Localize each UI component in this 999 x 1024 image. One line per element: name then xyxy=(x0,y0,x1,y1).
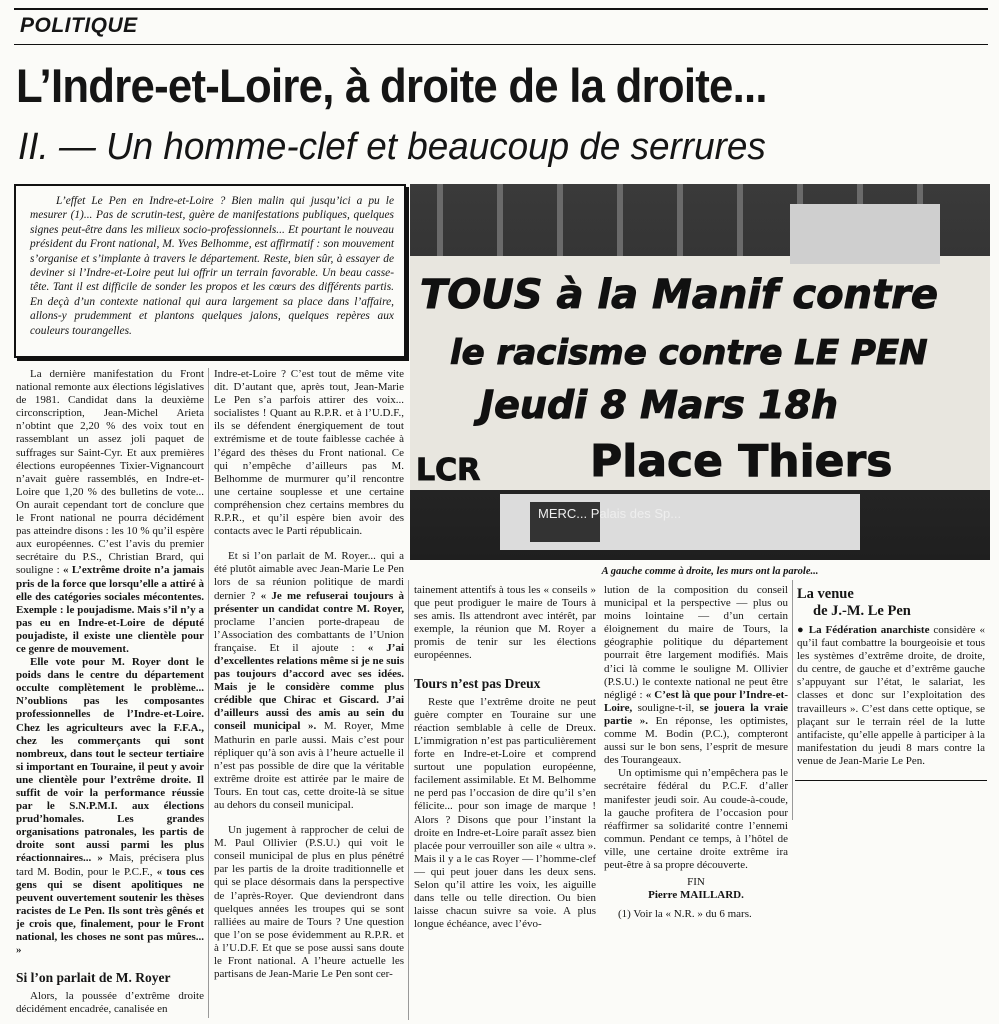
sidebar-title-line-1: La venue xyxy=(797,586,854,602)
paragraph: Alors, la poussée d’extrême droite décidément encadrée, canalisée en xyxy=(16,990,204,1016)
rubric-rule xyxy=(14,44,988,45)
column-divider xyxy=(792,580,793,820)
article-column-3 xyxy=(414,584,596,1020)
paragraph: tainement attentifs à tous les « conseils » que peut prodiguer le maire de Tours à ses amis. Ils attendront avec intérêt, par exemple, la réunion que M. Royer a promis de tenir sur les élections européennes. xyxy=(414,584,596,662)
paragraph: Et si l’on parlait de M. Royer... qui a été plutôt aimable avec Jean-Marie Le Pen lors de sa réunion politique de mardi dernier ? « Je me refuserai toujours à présenter un candidat contre M. Royer, proclame l’ancien porte-drapeau de l’Association des combattants de l’Union française. Et il ajoute : « J’ai d’excellentes relations même si je ne suis pas toujours d’accord avec ses idées. Mais je le considère comme plus crédible que Chirac et Giscard. J’ai d’ailleurs aussi des amis au sein du conseil municipal ». M. Royer, Mme Mathurin en parle aussi. Mais c’est pour répliquer qu’à son avis à l’heure actuelle il n’est pas possible de dire que la véritable extrême droite est attirée par le maire de Tours. En tout cas, cette droite-là se situe au dehors du conseil municipal. xyxy=(214,550,404,811)
banner-line-2: le racisme contre LE PEN xyxy=(450,333,928,373)
article-column-1 xyxy=(16,368,204,1020)
fin-mark: FIN xyxy=(687,876,705,889)
article-column-2 xyxy=(214,368,404,1020)
intro-text: L’effet Le Pen en Indre-et-Loire ? Bien malin qui jusqu’ici a pu le mesurer (1)... Pas de scrutin-test, guère de manifestations publiques, quelques signes peut-être dans les milieux socio-professionnels... Et pourtant le nouveau président du Front national, M. Yves Belhomme, est affirmatif : son mouvement s’organise et s’implante à travers le département. Reste, bien sûr, à essayer de deviner si l’Indre-et-Loire peut lui offrir un terrain favorable. Un beau casse-tête. Tant il est difficile de sonder les propos et les cœurs des différents partis. En deçà d’un contexte national qui aura largement sa place dans l’affaire, allons-y prudemment et plantons quelques jalons, quelques repères aux couleurs tourangelles. xyxy=(30,195,394,337)
sidebar-title xyxy=(797,586,911,620)
column-divider xyxy=(208,368,209,1018)
column-divider xyxy=(408,580,409,1020)
paragraph: ● La Fédération anarchiste considère « qu’il faut combattre la bourgeoisie et tous les systèmes d’extrême droite, de droite, du centre, de gauche et d’extrême gauche s’appuyant sur l’état, le salariat, les classes et donc sur l’exploitation des travailleurs ». C’est dans cette optique, se plaçant sur le terrain réel de la lutte antifaciste, qu’elle appelle à participer à la manifestation du jeudi 8 mars contre la venue de Jean-Marie Le Pen. xyxy=(797,624,985,767)
section-rubric: POLITIQUE xyxy=(20,14,138,37)
article-subheadline: II. — Un homme-clef et beaucoup de serrures xyxy=(18,126,766,168)
poster-text: MERC... Palais des Sp... xyxy=(538,506,682,521)
sidebar-text xyxy=(797,624,985,774)
photo-illustration xyxy=(410,184,990,560)
section-subheading: Tours n’est pas Dreux xyxy=(414,675,541,691)
banner-tag: LCR xyxy=(416,453,481,488)
paragraph: Un optimisme qui n’empêchera pas le secrétaire fédéral du P.C.F. d’aller manifester jeudi soir. Au coude-à-coude, la gauche profitera de l’occasion pour réaffirmer sa solidarité contre l’ennemi commun. Pendant ce temps, à l’hôtel de ville, une certaine droite extrême ira peut-être à sa propre découverte. xyxy=(604,767,788,871)
paragraph: Indre-et-Loire ? C’est tout de même vite dit. D’autant que, après tout, Jean-Marie Le Pen s’a parfois attirer des voix... socialistes ! Quant au R.P.R. et à l’U.D.F., ils se défendent énergiquement de tout extrémisme et de toute faiblesse cachée à l’égard des thèses du Front national. Ce qui n’empêche d’ailleurs pas M. Belhomme de murmurer qu’il rencontre une certaine souplesse et une certaine compréhension chez certains membres du R.P.R., et qu’il espère bien avoir des contacts avec le Parti républicain. xyxy=(214,368,404,538)
banner-line-1: TOUS à la Manif contre xyxy=(420,272,939,318)
paragraph: lution de la composition du conseil municipal et la perspective — plus ou moins lointaine — d’un certain éloignement du maire de Tours, la géographie politique du département pourrait être largement modifiés. Mais d’ici là comme le souligne M. Ollivier (P.S.U.) le contexte national ne peut être négligé : « C’est là que pour l’Indre-et-Loire, souligne-t-il, se jouera la vraie partie ». En réponse, les optimistes, comme M. Bodin (P.C.), compteront aussi sur le bon sens, l’esprit de mesure des Tourangeaux. xyxy=(604,584,788,767)
paragraph: Elle vote pour M. Royer dont le poids dans le centre du département occulte complètement le problème... N’oublions pas les composantes professionnelles de l’Indre-et-Loire. Chez les agriculteurs avec la F.F.A., chez les commerçants qui sont nombreux, dans tout le secteur tertiaire si important en Touraine, il peut y avoir une clientèle pour l’extrême droite. Il suffit de voir la performance réussie par le S.N.P.M.I. aux élections prud’homales. Les grandes organisations patronales, les partis de droite sont aussi parmi les plus réactionnaires... » Mais, précisera plus tard M. Bodin, pour le P.C.F., « tous ces gens qui se disent apolitiques ne peuvent ouvertement soutenir les thèses racistes de Le Pen. Ils sont très gênés et je crois que, finalement, pour le Front national, les choses ne sont pas mûres... » xyxy=(16,656,204,957)
sidebar-bottom-rule xyxy=(795,780,987,781)
author-signature: Pierre MAILLARD. xyxy=(648,889,744,902)
banner-line-3: Jeudi 8 Mars 18h xyxy=(480,383,839,427)
banner-line-4: Place Thiers xyxy=(590,436,893,487)
paragraph: Reste que l’extrême droite ne peut guère compter en Touraine sur une réaction semblable à celle de Dreux. L’immigration n’est pas particulièrement forte en Indre-et-Loire et comprend surtout une population européenne, facilement assimilable. Et M. Belhomme ne perd pas l’occasion de dire qu’il s’en félicite... pour son image de marque ! Alors ? Disons que pour l’instant la droite en Indre-et-Loire paraît assez bien placée pour verrouiller son aile « ultra ». Mais il y a le cas Royer — l’homme-clef — qui peut jouer dans les deux sens. Selon qu’il attire les voix, les aiguille dans telle ou telle direction. Ou bien laisse chacun suivre sa voie. A plus longue échéance, avec l’évo- xyxy=(414,695,596,931)
footnote: (1) Voir la « N.R. » du 6 mars. xyxy=(618,908,752,921)
article-headline: L’Indre-et-Loire, à droite de la droite... xyxy=(16,59,767,112)
intro-box xyxy=(14,184,406,358)
paragraph: La dernière manifestation du Front national remonte aux élections législatives de 1981. Candidat dans la deuxième circonscription, Jean-Michel Arieta n’obtint que 2,20 % des voix tout en rassemblant un assez joli paquet de suffrages sur Saint-Cyr. Et aux premières élections européennes Tixier-Vignancourt n’avait guère rassemblés, en Indre-et-Loire que 1,20 % des bulletins de vote... On aurait cependant tort de conclure que le Front national ne pourra décidément pas atteindre disons : les 10 % qu’il espère aux européennes. C’est l’avis du premier secrétaire du P.S., Christian Brard, qui souligne : « L’extrême droite n’a jamais pris de la force que lorsqu’elle a attiré à elle des catégories sociales mécontentes. Exemple : le poujadisme. Mais s’il n’y a pas eu en Indre-et-Loire de député poujadiste, il existe une clientèle pour ce genre de mouvement. xyxy=(16,368,204,655)
article-column-4 xyxy=(604,584,788,1020)
section-subheading: Si l’on parlait de M. Royer xyxy=(16,970,171,986)
paragraph: Un jugement à rapprocher de celui de M. Paul Ollivier (P.S.U.) qui voit le conseil municipal de plus en plus pénétré par les partis de la droite traditionnelle et qui se place désormais dans la perspective de l’après-Royer. Que deviendront dans quelques années les troupes qui se sont ralliées au maire de Tours ? Une question que l’on se pose évidemment au R.P.R. et à l’U.D.F. Et que se pose aussi sans doute le Front national. A l’heure actuelle les partisans de Jean-Marie Le Pen sont cer- xyxy=(214,824,404,981)
sidebar-title-line-2: de J.-M. Le Pen xyxy=(813,603,911,619)
top-rule xyxy=(14,8,988,10)
protest-banner-photo xyxy=(410,184,990,560)
photo-caption: A gauche comme à droite, les murs ont la parole... xyxy=(601,566,819,577)
